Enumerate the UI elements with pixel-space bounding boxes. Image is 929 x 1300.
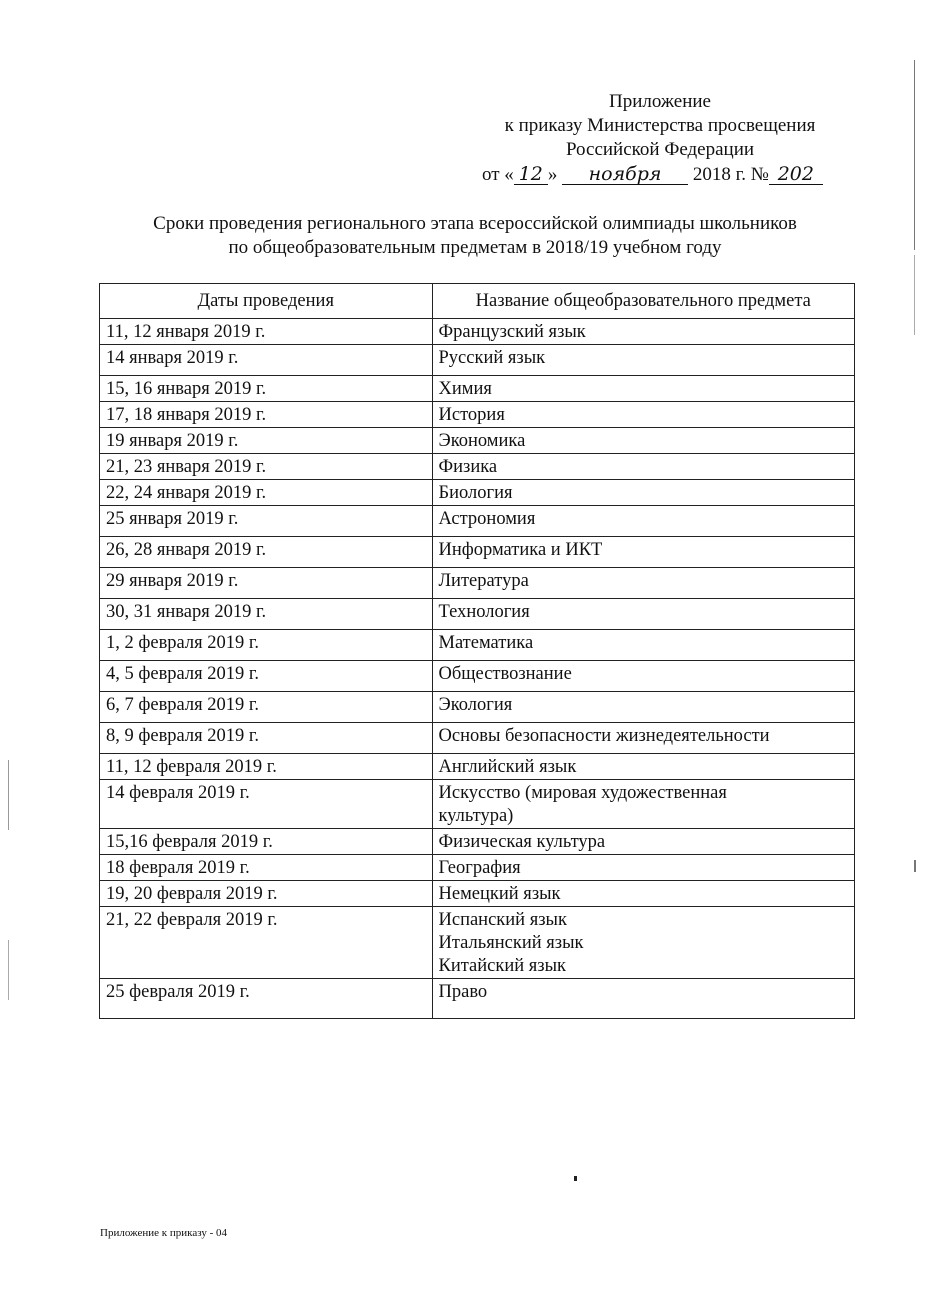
- document-title: [80, 212, 870, 260]
- subject-name: Право: [438, 982, 488, 1002]
- subject-cell: [432, 661, 855, 692]
- subject-name: Технология: [438, 602, 530, 622]
- subject-cell: [432, 907, 855, 979]
- subject-name: История: [438, 405, 505, 425]
- subject-cell: [432, 780, 855, 829]
- date-cell: 14 января 2019 г.: [100, 345, 433, 376]
- subject-name: Французский язык: [438, 322, 586, 342]
- table-row: [100, 855, 855, 881]
- date-cell: 26, 28 января 2019 г.: [100, 537, 433, 568]
- header-dates: Даты проведения: [100, 284, 433, 319]
- date-cell: 11, 12 февраля 2019 г.: [100, 754, 433, 780]
- date-cell: 8, 9 февраля 2019 г.: [100, 723, 433, 754]
- subject-name: Обществознание: [438, 664, 572, 684]
- subject-cell: [432, 692, 855, 723]
- subject-cell: [432, 428, 855, 454]
- subject-name: Немецкий язык: [438, 884, 561, 904]
- subject-name: Информатика и ИКТ: [438, 540, 603, 560]
- scan-edge-mark: [8, 760, 9, 830]
- appendix-country: Российской Федерации: [565, 139, 755, 160]
- handwritten-order-number: 202: [769, 164, 823, 185]
- table-row: [100, 907, 855, 979]
- subject-name: Биология: [438, 483, 513, 503]
- table-row: [100, 692, 855, 723]
- date-cell: 25 января 2019 г.: [100, 506, 433, 537]
- subject-cell: [432, 881, 855, 907]
- subject-cell: [432, 855, 855, 881]
- scan-dot: [574, 1176, 577, 1181]
- subject-cell: [432, 754, 855, 780]
- subject-cell: [432, 829, 855, 855]
- date-cell: 15, 16 января 2019 г.: [100, 376, 433, 402]
- subject-cell: [432, 319, 855, 345]
- order-year: 2018 г. №: [692, 164, 769, 185]
- subject-name: Физическая культура: [438, 832, 606, 852]
- subject-cell: [432, 376, 855, 402]
- subject-name: Испанский язык: [438, 910, 567, 930]
- subject-name: Русский язык: [438, 348, 546, 368]
- subject-cell: [432, 568, 855, 599]
- subject-cell: [432, 723, 855, 754]
- appendix-title: Приложение: [609, 91, 711, 112]
- subject-name: Астрономия: [438, 509, 536, 529]
- scan-edge-mark: [914, 60, 915, 250]
- date-cell: 18 февраля 2019 г.: [100, 855, 433, 881]
- date-cell: 21, 22 февраля 2019 г.: [100, 907, 433, 979]
- subject-name: Искусство (мировая художественная: [438, 783, 727, 803]
- date-cell: 19, 20 февраля 2019 г.: [100, 881, 433, 907]
- date-cell: 22, 24 января 2019 г.: [100, 480, 433, 506]
- table-row: [100, 428, 855, 454]
- scan-edge-mark: [914, 860, 916, 872]
- table-row: [100, 537, 855, 568]
- header-subject: Название общеобразовательного предмета: [432, 284, 855, 319]
- subject-name: Химия: [438, 379, 492, 399]
- date-cell: 30, 31 января 2019 г.: [100, 599, 433, 630]
- title-line-2: по общеобразовательным предметам в 2018/19 учебном году: [228, 237, 722, 258]
- table-row: [100, 480, 855, 506]
- scan-edge-mark: [8, 940, 9, 1000]
- table-row: [100, 376, 855, 402]
- date-cell: 11, 12 января 2019 г.: [100, 319, 433, 345]
- schedule-table: [99, 283, 855, 1019]
- date-cell: 19 января 2019 г.: [100, 428, 433, 454]
- subject-name: География: [438, 858, 521, 878]
- subject-cell: [432, 454, 855, 480]
- subject-cell: [432, 630, 855, 661]
- table-row: [100, 723, 855, 754]
- date-cell: 25 февраля 2019 г.: [100, 979, 433, 1019]
- table-row: [100, 454, 855, 480]
- subject-cell: [432, 402, 855, 428]
- subject-name: Литература: [438, 571, 529, 591]
- subject-name: Английский язык: [438, 757, 577, 777]
- date-cell: 1, 2 февраля 2019 г.: [100, 630, 433, 661]
- subject-name: Физика: [438, 457, 498, 477]
- order-quote-close: »: [547, 164, 558, 185]
- table-row: [100, 402, 855, 428]
- handwritten-day: 12: [514, 164, 548, 185]
- date-cell: 14 февраля 2019 г.: [100, 780, 433, 829]
- table-row: [100, 345, 855, 376]
- subject-cell: [432, 480, 855, 506]
- handwritten-month: ноября: [562, 164, 688, 185]
- subject-name: Основы безопасности жизнедеятельности: [438, 726, 770, 746]
- date-cell: 21, 23 января 2019 г.: [100, 454, 433, 480]
- table-row: [100, 319, 855, 345]
- date-cell: 29 января 2019 г.: [100, 568, 433, 599]
- table-row: [100, 780, 855, 829]
- scan-edge-mark: [914, 255, 915, 335]
- date-cell: 17, 18 января 2019 г.: [100, 402, 433, 428]
- appendix-header: [440, 90, 880, 162]
- title-line-1: Сроки проведения регионального этапа всероссийской олимпиады школьников: [153, 213, 797, 234]
- subject-cell: [432, 979, 855, 1019]
- table-header-row: [100, 284, 855, 319]
- subject-name: Итальянский язык: [438, 933, 584, 953]
- subject-cell: [432, 599, 855, 630]
- table-row: [100, 829, 855, 855]
- subject-name: Китайский язык: [438, 956, 567, 976]
- table-row: [100, 661, 855, 692]
- footer-note: Приложение к приказу - 04: [100, 1227, 227, 1239]
- subject-name: Экология: [438, 695, 513, 715]
- appendix-order-ref: к приказу Министерства просвещения: [504, 115, 816, 136]
- date-cell: 15,16 февраля 2019 г.: [100, 829, 433, 855]
- date-cell: 4, 5 февраля 2019 г.: [100, 661, 433, 692]
- table-row: [100, 881, 855, 907]
- table-row: [100, 754, 855, 780]
- table-row: [100, 599, 855, 630]
- subject-cell: [432, 345, 855, 376]
- table-row: [100, 630, 855, 661]
- order-prefix: от «: [482, 164, 514, 185]
- date-cell: 6, 7 февраля 2019 г.: [100, 692, 433, 723]
- order-date-line: [482, 162, 882, 188]
- table-row: [100, 568, 855, 599]
- subject-name: Математика: [438, 633, 534, 653]
- subject-cell: [432, 537, 855, 568]
- table-row: [100, 979, 855, 1019]
- subject-name: культура): [438, 806, 514, 826]
- subject-name: Экономика: [438, 431, 526, 451]
- subject-cell: [432, 506, 855, 537]
- table-row: [100, 506, 855, 537]
